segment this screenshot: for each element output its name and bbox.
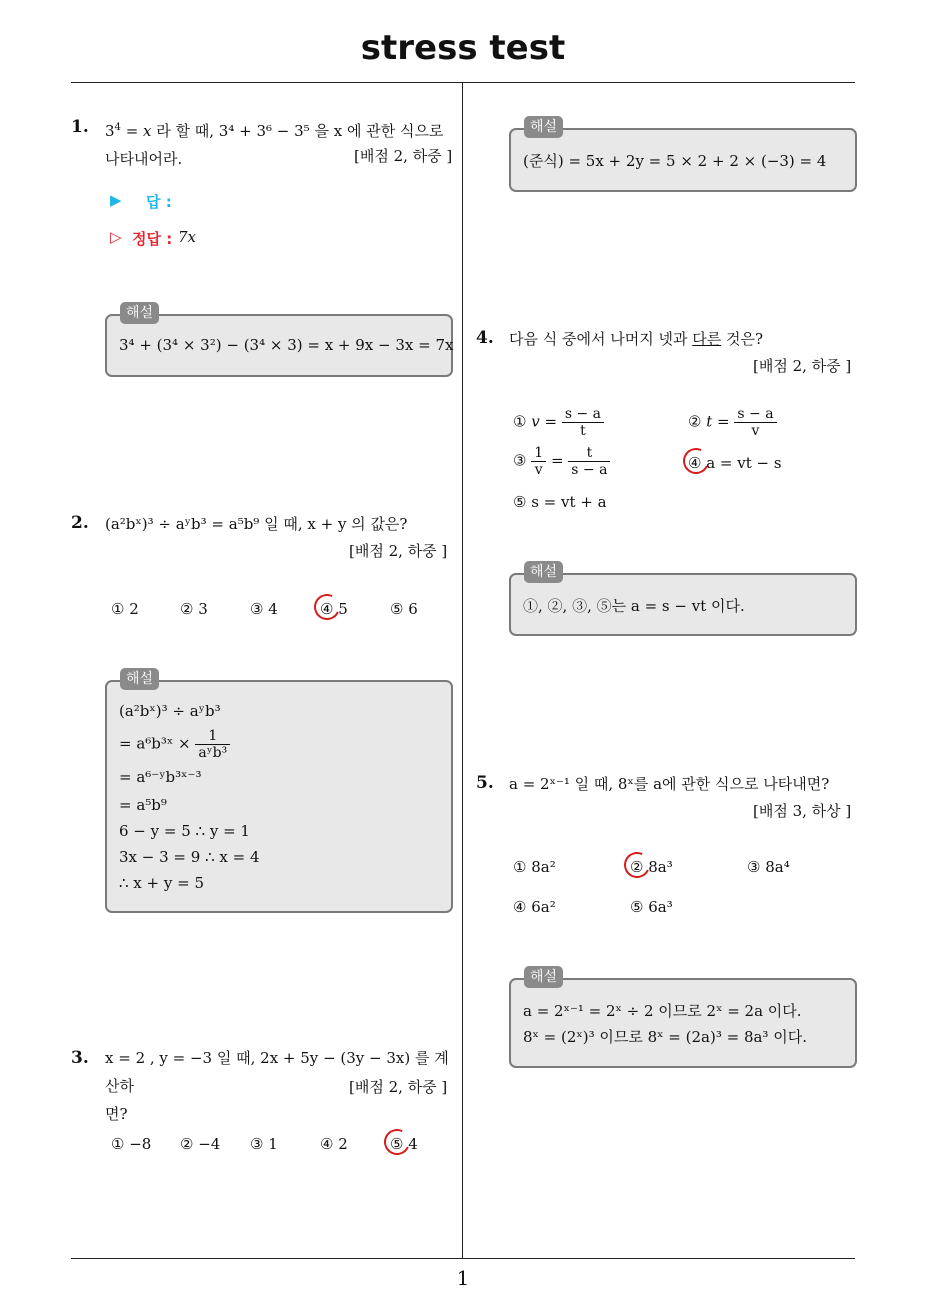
q4-number: 4. (476, 328, 494, 348)
q1-line2: 나타내어라. (105, 150, 183, 168)
q4-text (509, 325, 763, 353)
q1-line1-text: 라 할 때, 3⁴ + 3⁶ − 3⁵ 을 x 에 관한 식으로 (151, 122, 444, 140)
q1-line1: $3^4 = x$ 라 할 때, 3⁴ + 3⁶ − 3⁵ 을 x 에 관한 식으로 (105, 122, 444, 140)
q4-solution-text: ①, ②, ③, ⑤는 a = s − vt 이다. (523, 597, 745, 615)
page-number: 1 (456, 1266, 470, 1290)
q4-marked-circle-icon (679, 444, 712, 477)
q2-option-5[interactable]: ⑤ 6 (390, 600, 418, 618)
answer-arrow-icon: ▶ (110, 191, 122, 209)
q3-meta: [배점 2, 하중 ] (349, 1078, 448, 1096)
q4-option-3-left-fraction (531, 445, 546, 478)
q4-option-3[interactable] (513, 445, 610, 478)
q3-option-1[interactable]: ① −8 (111, 1135, 152, 1153)
q5-solution-tag: 해설 (524, 966, 563, 988)
q2-text: (a²bˣ)³ ÷ aʸb³ = a⁵b⁹ 일 때, x + y 의 값은? (105, 515, 408, 533)
q2-solution-tag: 해설 (120, 668, 159, 690)
q2-solution-line: (a²bˣ)³ ÷ aʸb³ (119, 702, 221, 720)
q4-option-2[interactable] (688, 406, 777, 439)
q2-solution-line (119, 728, 230, 761)
q5-meta: [배점 3, 하상 ] (753, 802, 852, 820)
q3-solution-box (509, 128, 857, 192)
q2-number: 2. (71, 513, 89, 533)
q5-solution-box (509, 978, 857, 1068)
q2-fraction (195, 728, 230, 761)
q2-option-3[interactable]: ③ 4 (250, 600, 278, 618)
q5-option-4[interactable]: ④ 6a² (513, 898, 556, 916)
q4-option-3-den: s − a (571, 462, 608, 478)
q5-marked-circle-icon (620, 848, 653, 881)
q4-option-2-lhs: t = (706, 412, 730, 431)
q4-option-2-fraction (734, 406, 776, 439)
q2-solution-box (105, 680, 453, 913)
q4-option-3-lden: v (534, 462, 543, 478)
q3-line2: 면? (105, 1105, 128, 1123)
q3-solution-tag: 해설 (524, 116, 563, 138)
q1-solution-box (105, 314, 453, 377)
q1-solution-text: 3⁴ + (3⁴ × 3²) − (3⁴ × 3) = x + 9x − 3x = 7x (119, 336, 454, 354)
q1-number: 1. (71, 117, 89, 137)
q4-text-b: 것은? (721, 330, 764, 348)
q3-number: 3. (71, 1048, 89, 1068)
q1-solution-tag: 해설 (120, 302, 159, 324)
q1-answer-label: 답 : (146, 193, 172, 211)
top-rule (71, 82, 855, 83)
q4-option-2-den: v (751, 423, 760, 439)
q3-option-3[interactable]: ③ 1 (250, 1135, 278, 1153)
q3-solution-text: (준식) = 5x + 2y = 5 × 2 + 2 × (−3) = 4 (523, 152, 827, 170)
q4-option-1-num: s − a (562, 406, 604, 423)
q4-solution-tag: 해설 (524, 561, 563, 583)
q4-option-3-eq: = (550, 451, 564, 470)
q4-option-3-lnum: 1 (531, 445, 546, 462)
q5-option-5[interactable]: ⑤ 6a³ (630, 898, 673, 916)
q2-solution-line: 3x − 3 = 9 ∴ x = 4 (119, 848, 260, 866)
q4-option-1-label: ① (513, 412, 527, 431)
q2-meta: [배점 2, 하중 ] (349, 542, 448, 560)
q4-option-5[interactable]: ⑤ s = vt + a (513, 493, 607, 511)
q4-option-3-num: t (568, 445, 610, 462)
q2-option-4[interactable]: ④ 5 (320, 600, 348, 618)
q5-option-1[interactable]: ① 8a² (513, 858, 556, 876)
page-title: stress test (360, 28, 566, 68)
q1-correct-value: 7x (178, 228, 197, 246)
q3-option-5[interactable]: ⑤ 4 (390, 1135, 418, 1153)
q4-option-1-den: t (580, 423, 586, 439)
q3-marked-circle-icon (380, 1125, 413, 1158)
q5-solution-line: 8ˣ = (2ˣ)³ 이므로 8ˣ = (2a)³ = 8a³ 이다. (523, 1028, 807, 1046)
q2-solution-line-text: = a⁶b³ˣ × (119, 734, 191, 753)
q4-option-1-lhs: v = (531, 412, 558, 431)
q4-option-2-num: s − a (734, 406, 776, 423)
q2-marked-circle-icon (310, 590, 343, 623)
q3-option-2[interactable]: ② −4 (180, 1135, 221, 1153)
q2-option-1[interactable]: ① 2 (111, 600, 139, 618)
q2-option-2[interactable]: ② 3 (180, 600, 208, 618)
q4-text-a: 다음 식 중에서 나머지 넷과 (509, 330, 693, 348)
q4-solution-box (509, 573, 857, 636)
q5-option-3[interactable]: ③ 8a⁴ (747, 858, 790, 876)
q4-option-3-label: ③ (513, 451, 527, 470)
q3-option-4[interactable]: ④ 2 (320, 1135, 348, 1153)
q5-solution-line: a = 2ˣ⁻¹ = 2ˣ ÷ 2 이므로 2ˣ = 2a 이다. (523, 1002, 802, 1020)
q4-meta: [배점 2, 하중 ] (753, 357, 852, 375)
q5-number: 5. (476, 773, 494, 793)
q1-meta: [배점 2, 하중 ] (354, 147, 453, 165)
correct-arrow-icon: ▷ (110, 228, 122, 246)
q1-correct-label: 정답 : (132, 230, 173, 248)
q4-option-1[interactable] (513, 406, 604, 439)
q5-text: a = 2ˣ⁻¹ 일 때, 8ˣ를 a에 관한 식으로 나타내면? (509, 775, 830, 793)
q2-solution-line: 6 − y = 5 ∴ y = 1 (119, 822, 250, 840)
q4-option-2-label: ② (688, 412, 702, 431)
column-divider (462, 83, 463, 1258)
q4-option-4[interactable]: ④ a = vt − s (688, 454, 782, 472)
q2-solution-line: ∴ x + y = 5 (119, 874, 204, 892)
q2-solution-line: = a⁶⁻ʸb³ˣ⁻³ (119, 768, 202, 786)
q2-solution-line: = a⁵b⁹ (119, 796, 167, 814)
q2-frac-num: 1 (195, 728, 230, 745)
q5-option-2[interactable]: ② 8a³ (630, 858, 673, 876)
q2-frac-den: aʸb³ (198, 745, 228, 761)
q4-option-3-right-fraction (568, 445, 610, 478)
bottom-rule (71, 1258, 855, 1259)
q4-text-underlined: 다른 (692, 330, 722, 348)
q3-line1: x = 2 , y = −3 일 때, 2x + 5y − (3y − 3x) 를 계산하 (105, 1049, 449, 1095)
q4-option-1-fraction (562, 406, 604, 439)
